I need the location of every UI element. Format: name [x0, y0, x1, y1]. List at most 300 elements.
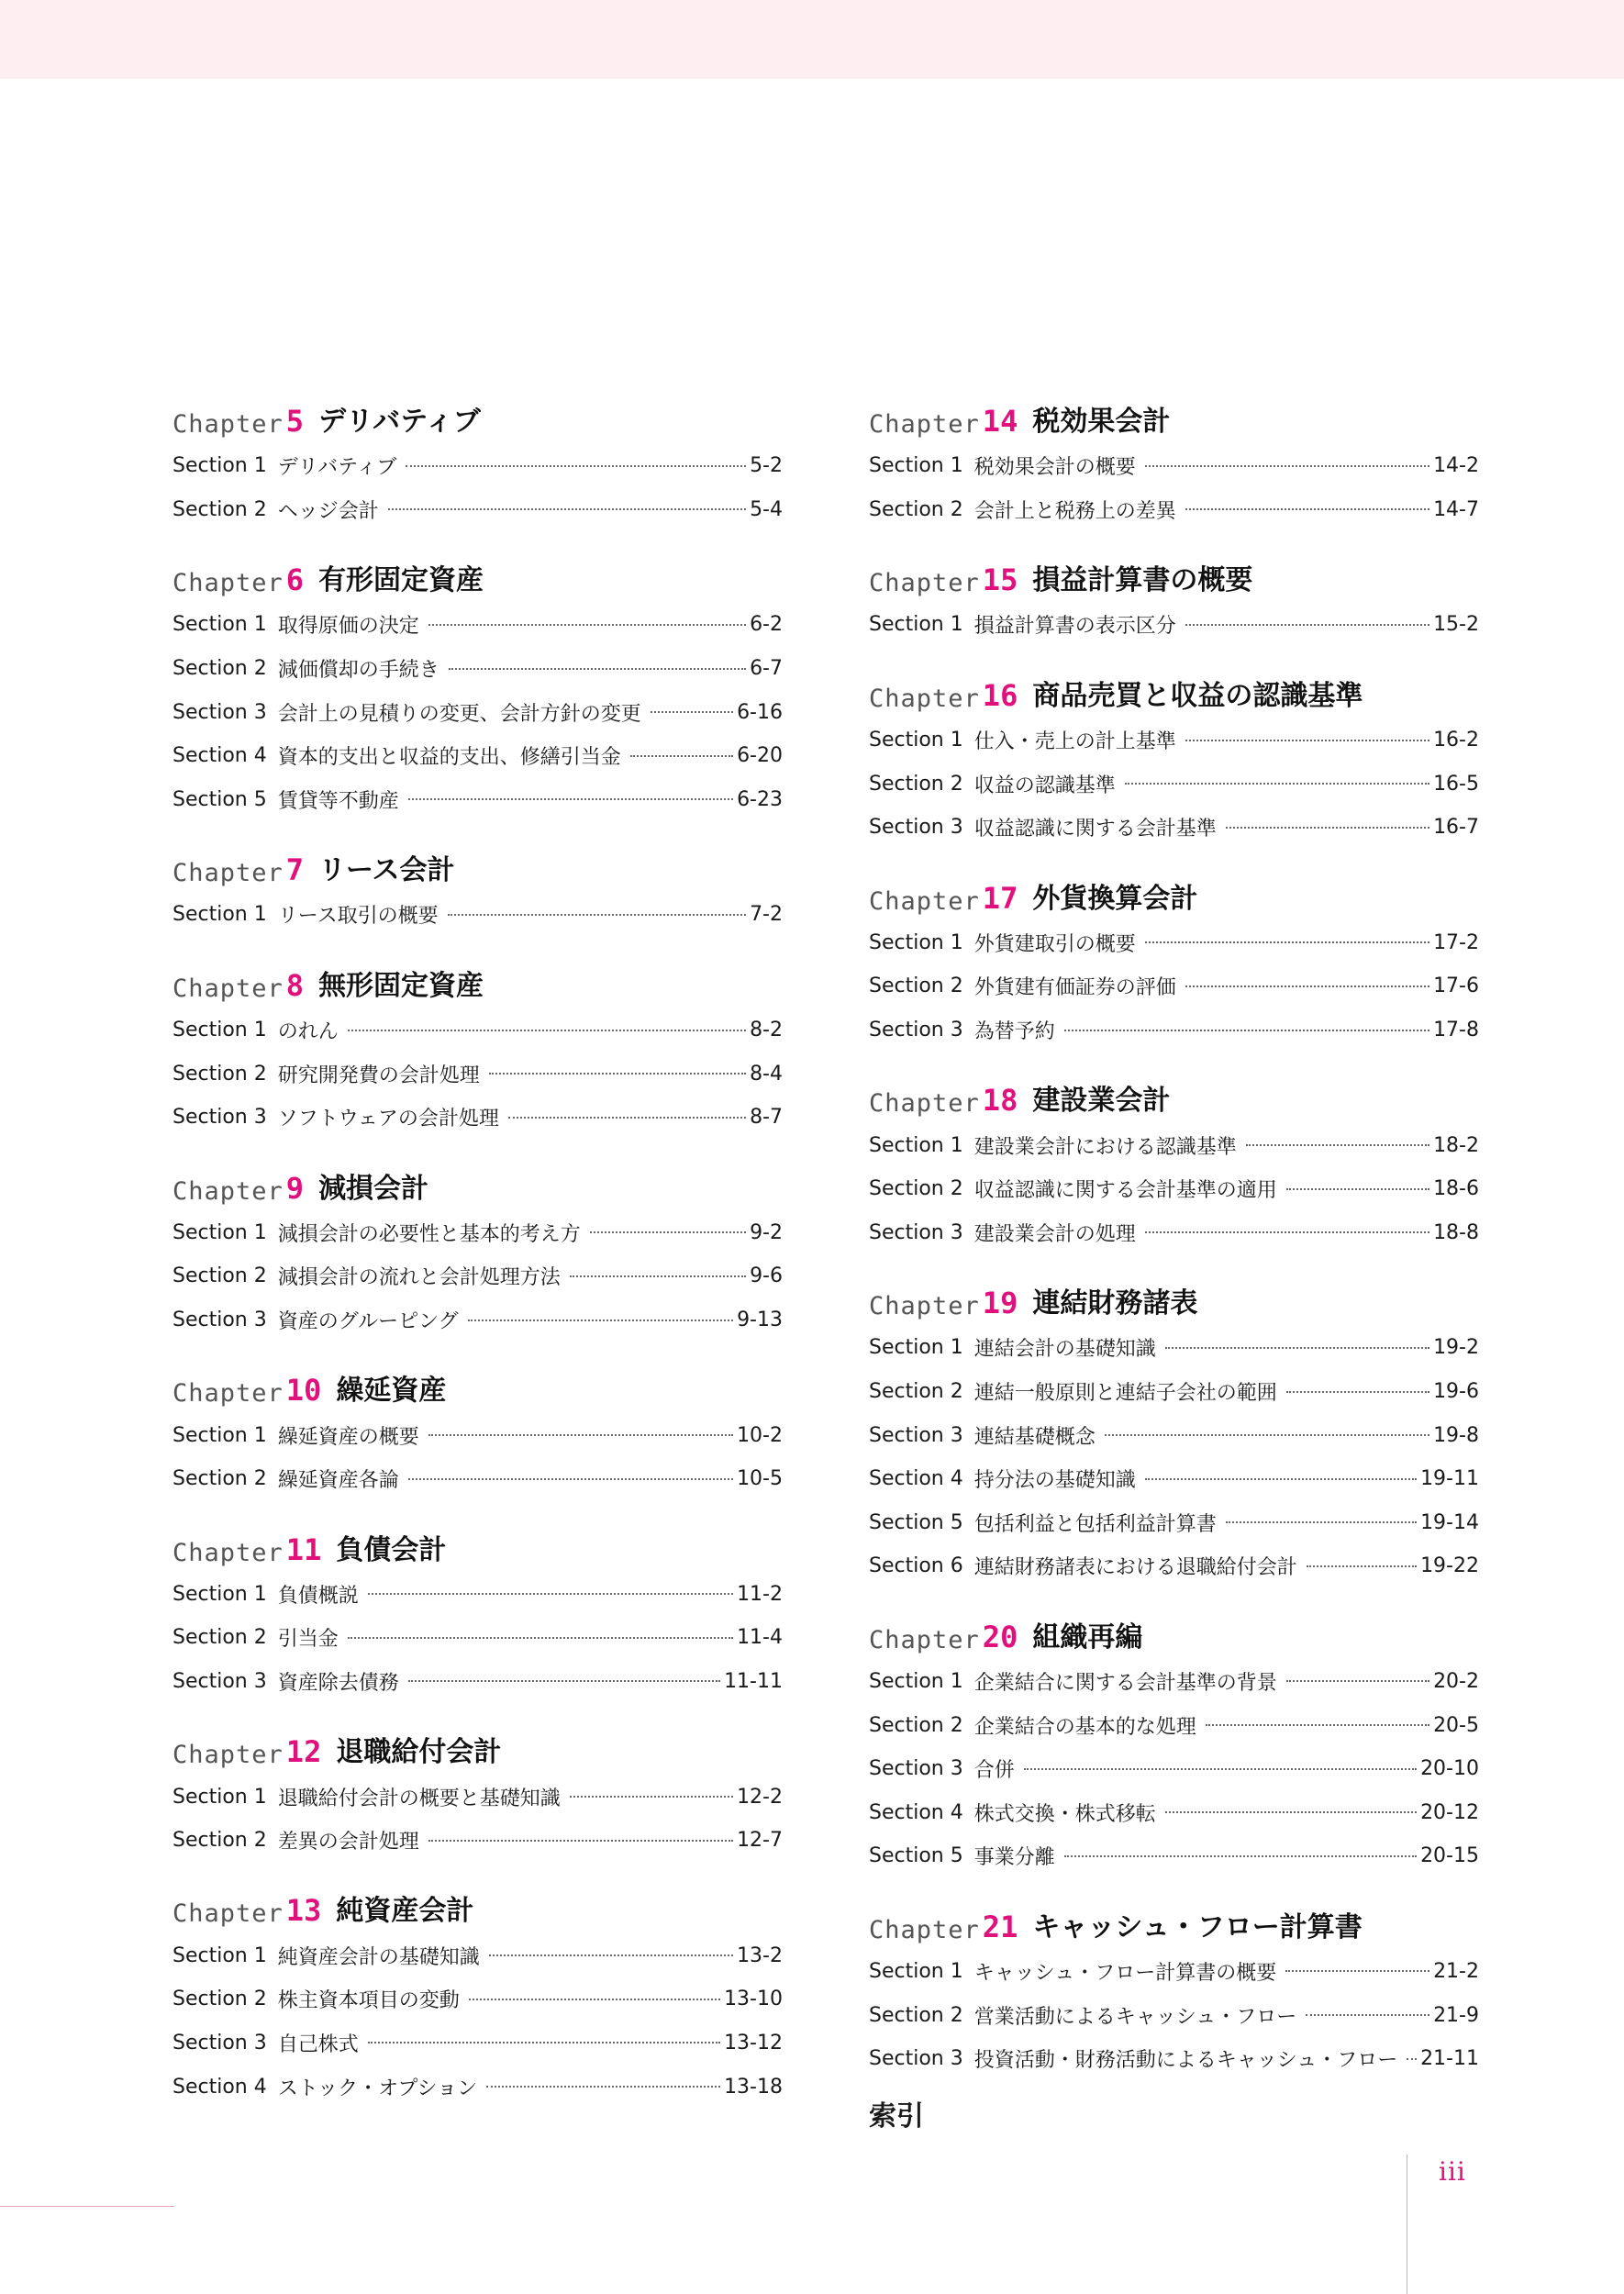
section-entry[interactable] — [869, 1544, 1479, 1588]
chapter-18 — [869, 1072, 1479, 1254]
chapter-word: Chapter — [869, 1292, 980, 1321]
section-title: 引当金 — [277, 1628, 339, 1652]
chapter-gap — [172, 1140, 783, 1160]
chapter-word: Chapter — [869, 569, 980, 598]
chapter-gap — [869, 1254, 1479, 1275]
section-label: Section 2 — [869, 1380, 963, 1404]
chapter-title: 組織再編 — [1032, 1620, 1143, 1654]
chapter-heading — [869, 551, 1479, 603]
leader-dots — [449, 668, 746, 670]
section-entry[interactable] — [172, 1211, 783, 1255]
chapter-word: Chapter — [172, 410, 284, 439]
chapter-gap — [869, 1052, 1479, 1072]
chapter-heading — [869, 667, 1479, 718]
chapter-title: 連結財務諸表 — [1032, 1287, 1198, 1320]
section-page: 13-12 — [724, 2031, 783, 2055]
section-title: 資本的支出と収益的支出、修繕引当金 — [277, 746, 621, 770]
section-title: 賃貸等不動産 — [277, 789, 399, 813]
leader-dots — [368, 1593, 733, 1595]
page-number: iii — [1439, 2156, 1466, 2187]
section-label: Section 3 — [172, 1308, 267, 1332]
leader-dots — [428, 624, 746, 626]
section-title: 包括利益と包括利益計算書 — [973, 1512, 1217, 1536]
chapter-word: Chapter — [172, 569, 284, 598]
section-page: 13-10 — [724, 1988, 783, 2011]
chapter-20 — [869, 1609, 1479, 1878]
leader-dots — [348, 1030, 746, 1031]
section-entry[interactable] — [172, 603, 783, 647]
leader-dots — [388, 508, 746, 510]
section-title: 収益の認識基準 — [973, 774, 1116, 797]
section-label: Section 4 — [869, 1800, 963, 1824]
leader-dots — [1226, 1521, 1417, 1523]
leader-dots — [368, 2042, 720, 2043]
leader-dots — [1185, 986, 1429, 987]
section-label: Section 4 — [869, 1467, 963, 1491]
chapter-gap — [172, 1342, 783, 1362]
section-label: Section 1 — [869, 1959, 963, 1983]
chapter-title: 繰延資産 — [336, 1375, 447, 1408]
section-title: 持分法の基礎知識 — [973, 1469, 1136, 1493]
section-label: Section 1 — [172, 613, 267, 637]
section-label: Section 2 — [869, 1713, 963, 1737]
section-title: 純資産会計の基礎知識 — [277, 1945, 480, 1969]
leader-dots — [1145, 941, 1429, 943]
chapter-21 — [869, 1899, 1479, 2081]
chapter-word: Chapter — [869, 1625, 980, 1654]
section-title: ソフトウェアの会計処理 — [277, 1108, 499, 1131]
section-title: 連結一般原則と連結子会社の範囲 — [973, 1382, 1277, 1406]
section-entry[interactable] — [869, 1326, 1479, 1370]
section-label: Section 2 — [172, 1626, 267, 1650]
section-entry[interactable] — [869, 488, 1479, 532]
section-label: Section 3 — [172, 1669, 267, 1693]
section-entry[interactable] — [172, 734, 783, 778]
section-page: 8-2 — [750, 1019, 783, 1042]
chapter-title: 減損会計 — [318, 1172, 429, 1205]
leader-dots — [406, 465, 746, 467]
section-label: Section 1 — [869, 613, 963, 637]
section-page: 20-2 — [1433, 1669, 1479, 1693]
section-title: 減損会計の流れと会計処理方法 — [277, 1266, 561, 1290]
section-entry[interactable] — [869, 1790, 1479, 1834]
section-entry[interactable] — [869, 1993, 1479, 2037]
section-label: Section 2 — [172, 1988, 267, 2011]
section-entry[interactable] — [172, 1298, 783, 1342]
section-entry[interactable] — [869, 1747, 1479, 1791]
leader-dots — [408, 1478, 733, 1480]
section-entry[interactable] — [869, 1008, 1479, 1052]
section-label: Section 2 — [172, 657, 267, 681]
chapter-6 — [172, 551, 783, 821]
chapter-16 — [869, 667, 1479, 850]
section-page: 10-2 — [737, 1423, 783, 1447]
leader-dots — [486, 2086, 720, 2088]
section-label: Section 1 — [869, 1336, 963, 1360]
leader-dots — [1307, 1565, 1417, 1567]
chapter-heading — [869, 870, 1479, 921]
section-title: ストック・オプション — [277, 2077, 478, 2100]
section-title: 損益計算書の表示区分 — [973, 615, 1176, 639]
section-title: 資産除去債務 — [277, 1671, 399, 1695]
leader-dots — [428, 1434, 733, 1436]
chapter-number: 21 — [982, 1909, 1018, 1944]
section-title: リース取引の概要 — [277, 905, 439, 929]
section-title: 連結財務諸表における退職給付会計 — [973, 1556, 1297, 1580]
chapter-number: 17 — [982, 880, 1018, 916]
section-page: 13-18 — [724, 2075, 783, 2099]
section-entry[interactable] — [172, 1052, 783, 1096]
chapter-gap — [172, 531, 783, 551]
section-title: 建設業会計における認識基準 — [973, 1135, 1237, 1159]
section-title: 企業結合に関する会計基準の背景 — [973, 1671, 1277, 1695]
leader-dots — [408, 798, 733, 800]
leader-dots — [570, 1796, 733, 1798]
section-label: Section 3 — [172, 700, 267, 724]
section-entry[interactable] — [172, 444, 783, 488]
toc-left-column — [172, 393, 783, 2109]
section-label: Section 3 — [869, 1757, 963, 1781]
chapter-number: 18 — [982, 1083, 1018, 1119]
chapter-title: 建設業会計 — [1032, 1085, 1171, 1118]
chapter-14 — [869, 393, 1479, 531]
chapter-number: 6 — [285, 562, 305, 598]
section-page: 17-2 — [1433, 930, 1479, 954]
chapter-title: 外貨換算会計 — [1032, 882, 1198, 915]
section-page: 6-16 — [737, 700, 783, 724]
section-label: Section 1 — [172, 1423, 267, 1447]
chapter-gap — [869, 1878, 1479, 1899]
section-title: 減損会計の必要性と基本的考え方 — [277, 1222, 581, 1246]
leader-dots — [1105, 1434, 1429, 1436]
section-entry[interactable] — [869, 1123, 1479, 1167]
section-entry[interactable] — [869, 718, 1479, 763]
section-entry[interactable] — [172, 1933, 783, 1977]
section-entry[interactable] — [172, 647, 783, 691]
chapter-12 — [172, 1723, 783, 1862]
section-title: 建設業会計の処理 — [973, 1222, 1136, 1246]
section-label: Section 2 — [869, 2003, 963, 2027]
chapter-heading — [172, 1160, 783, 1211]
section-entry[interactable] — [869, 762, 1479, 806]
section-label: Section 2 — [869, 974, 963, 998]
section-page: 9-6 — [750, 1264, 783, 1288]
section-page: 9-2 — [750, 1220, 783, 1244]
section-label: Section 3 — [172, 1106, 267, 1130]
section-entry[interactable] — [172, 1254, 783, 1298]
section-title: 企業結合の基本的な処理 — [973, 1715, 1196, 1739]
chapter-word: Chapter — [172, 1379, 284, 1409]
section-title: 事業分離 — [973, 1846, 1055, 1870]
leader-dots — [469, 1999, 720, 2000]
chapter-title: 退職給付会計 — [336, 1736, 502, 1769]
leader-dots — [630, 755, 733, 757]
section-title: 税効果会計の概要 — [973, 456, 1136, 480]
chapter-word: Chapter — [172, 859, 284, 888]
chapter-11 — [172, 1521, 783, 1704]
leader-dots — [1285, 1970, 1429, 1972]
leader-dots — [448, 914, 746, 916]
section-label: Section 1 — [172, 1582, 267, 1606]
section-title: のれん — [277, 1020, 339, 1044]
section-page: 19-22 — [1420, 1554, 1479, 1578]
chapter-gap — [172, 821, 783, 841]
section-page: 16-7 — [1433, 816, 1479, 840]
section-label: Section 5 — [869, 1844, 963, 1868]
chapter-heading — [172, 1882, 783, 1933]
section-entry[interactable] — [869, 1370, 1479, 1414]
section-entry[interactable] — [172, 1977, 783, 2021]
leader-dots — [1226, 827, 1429, 829]
section-page: 12-2 — [737, 1785, 783, 1809]
section-entry[interactable] — [869, 964, 1479, 1008]
section-entry[interactable] — [172, 1096, 783, 1140]
section-title: キャッシュ・フロー計算書の概要 — [973, 1961, 1277, 1985]
chapter-15 — [869, 551, 1479, 647]
chapter-word: Chapter — [869, 1089, 980, 1119]
section-entry[interactable] — [172, 2065, 783, 2109]
section-title: 減価償却の手続き — [277, 659, 439, 683]
section-title: ヘッジ会計 — [277, 499, 379, 523]
index-heading[interactable]: 索引 — [869, 2100, 924, 2133]
leader-dots — [1064, 1855, 1417, 1857]
section-label: Section 1 — [172, 1019, 267, 1042]
section-title: 差異の会計処理 — [277, 1831, 419, 1854]
section-entry[interactable] — [869, 444, 1479, 488]
chapter-title: デリバティブ — [318, 406, 481, 438]
section-label: Section 4 — [172, 744, 267, 768]
chapter-gap — [172, 1862, 783, 1882]
chapter-gap — [869, 647, 1479, 667]
section-entry[interactable] — [869, 603, 1479, 647]
chapter-heading — [172, 1723, 783, 1775]
section-label: Section 3 — [869, 1019, 963, 1042]
leader-dots — [1145, 1478, 1417, 1480]
section-label: Section 1 — [869, 454, 963, 478]
section-entry[interactable] — [869, 1950, 1479, 1994]
section-title: 会計上と税務上の差異 — [973, 499, 1176, 523]
chapter-word: Chapter — [869, 410, 980, 439]
section-title: 収益認識に関する会計基準の適用 — [973, 1179, 1277, 1203]
section-entry[interactable] — [869, 1167, 1479, 1211]
section-page: 12-7 — [737, 1829, 783, 1853]
leader-dots — [408, 1680, 720, 1682]
chapter-heading — [172, 551, 783, 603]
chapter-number: 5 — [285, 404, 305, 439]
section-title: 連結基礎概念 — [973, 1425, 1096, 1449]
section-entry[interactable] — [172, 1008, 783, 1052]
section-entry[interactable] — [172, 1775, 783, 1819]
section-page: 9-13 — [737, 1308, 783, 1332]
section-label: Section 1 — [869, 1669, 963, 1693]
leader-dots — [1246, 1144, 1429, 1146]
leader-dots — [1125, 783, 1429, 785]
section-entry[interactable] — [869, 2037, 1479, 2081]
section-label: Section 2 — [869, 772, 963, 796]
leader-dots — [1286, 1680, 1429, 1682]
section-entry[interactable] — [172, 1819, 783, 1863]
section-entry[interactable] — [172, 1660, 783, 1704]
section-entry[interactable] — [869, 1660, 1479, 1704]
section-label: Section 3 — [869, 1423, 963, 1447]
leader-dots — [428, 1840, 733, 1842]
section-label: Section 1 — [172, 1785, 267, 1809]
chapter-heading — [172, 1362, 783, 1413]
chapter-word: Chapter — [172, 1538, 284, 1567]
section-page: 8-4 — [750, 1062, 783, 1086]
section-page: 18-8 — [1433, 1220, 1479, 1244]
section-entry[interactable] — [172, 1457, 783, 1501]
section-page: 16-2 — [1433, 729, 1479, 752]
leader-dots — [508, 1117, 746, 1119]
section-page: 5-4 — [750, 497, 783, 521]
chapter-word: Chapter — [172, 1741, 284, 1770]
section-label: Section 4 — [172, 2075, 267, 2099]
section-entry[interactable] — [869, 1703, 1479, 1747]
chapter-word: Chapter — [869, 684, 980, 713]
chapter-heading — [172, 841, 783, 893]
leader-dots — [489, 1954, 733, 1956]
leader-dots — [1185, 508, 1429, 510]
section-label: Section 5 — [172, 787, 267, 811]
leader-dots — [651, 711, 733, 713]
section-page: 19-2 — [1433, 1336, 1479, 1360]
section-page: 20-5 — [1433, 1713, 1479, 1737]
section-title: 株主資本項目の変動 — [277, 1989, 460, 2013]
section-entry[interactable] — [869, 806, 1479, 850]
section-page: 14-2 — [1433, 454, 1479, 478]
section-title: 外貨建有価証券の評価 — [973, 976, 1176, 1000]
section-title: 資産のグルーピング — [277, 1310, 459, 1334]
footer-rule — [0, 2206, 174, 2207]
section-entry[interactable] — [869, 1501, 1479, 1545]
section-title: 会計上の見積りの変更、会計方針の変更 — [277, 702, 641, 726]
section-entry[interactable] — [869, 921, 1479, 965]
section-page: 15-2 — [1433, 613, 1479, 637]
section-page: 11-4 — [737, 1626, 783, 1650]
chapter-number: 13 — [285, 1893, 322, 1929]
section-page: 21-2 — [1433, 1959, 1479, 1983]
section-entry[interactable] — [172, 2021, 783, 2066]
section-entry[interactable] — [172, 1413, 783, 1457]
section-title: 繰延資産各論 — [277, 1469, 399, 1493]
leader-dots — [1024, 1768, 1417, 1770]
leader-dots — [1185, 624, 1429, 626]
section-page: 11-2 — [737, 1582, 783, 1606]
section-entry[interactable] — [869, 1834, 1479, 1878]
section-entry[interactable] — [172, 778, 783, 822]
chapter-number: 15 — [982, 562, 1018, 598]
header-band — [0, 0, 1624, 79]
section-entry[interactable] — [172, 1573, 783, 1617]
chapter-17 — [869, 870, 1479, 1052]
section-entry[interactable] — [172, 488, 783, 532]
section-label: Section 2 — [869, 1177, 963, 1201]
chapter-heading — [869, 1072, 1479, 1123]
leader-dots — [1286, 1391, 1429, 1393]
chapter-gap — [172, 937, 783, 957]
chapter-7 — [172, 841, 783, 937]
leader-dots — [1165, 1811, 1417, 1813]
chapter-number: 20 — [982, 1619, 1018, 1654]
section-page: 21-9 — [1433, 2003, 1479, 2027]
section-entry[interactable] — [869, 1413, 1479, 1457]
section-page: 18-2 — [1433, 1133, 1479, 1157]
section-entry[interactable] — [869, 1211, 1479, 1255]
chapter-word: Chapter — [172, 1899, 284, 1929]
chapter-number: 9 — [285, 1170, 305, 1206]
chapter-13 — [172, 1882, 783, 2108]
section-page: 17-8 — [1433, 1019, 1479, 1042]
section-label: Section 2 — [172, 497, 267, 521]
leader-dots — [1206, 1724, 1429, 1726]
section-page: 16-5 — [1433, 772, 1479, 796]
chapter-title: 商品売買と収益の認識基準 — [1032, 679, 1363, 712]
chapter-number: 10 — [285, 1373, 322, 1409]
section-title: 連結会計の基礎知識 — [973, 1338, 1156, 1362]
section-title: 収益認識に関する会計基準 — [973, 818, 1217, 841]
section-title: 研究開発費の会計処理 — [277, 1063, 480, 1087]
section-title: 繰延資産の概要 — [277, 1425, 419, 1449]
section-page: 6-2 — [750, 613, 783, 637]
section-title: 投資活動・財務活動によるキャッシュ・フロー — [973, 2049, 1398, 2073]
section-label: Section 1 — [172, 1220, 267, 1244]
section-label: Section 5 — [869, 1510, 963, 1534]
leader-dots — [1165, 1347, 1429, 1349]
section-entry[interactable] — [172, 1616, 783, 1660]
section-title: 退職給付会計の概要と基礎知識 — [277, 1787, 561, 1810]
toc-right-column — [869, 393, 1479, 2133]
leader-dots — [1185, 740, 1429, 741]
section-entry[interactable] — [172, 893, 783, 937]
section-entry[interactable] — [172, 690, 783, 734]
chapter-5 — [172, 393, 783, 531]
leader-dots — [570, 1275, 746, 1277]
section-title: 外貨建取引の概要 — [973, 932, 1136, 956]
chapter-gap — [172, 1703, 783, 1723]
chapter-title: 税効果会計 — [1032, 406, 1171, 438]
chapter-heading — [869, 393, 1479, 444]
section-page: 13-2 — [737, 1943, 783, 1967]
chapter-gap — [869, 850, 1479, 870]
chapter-heading — [869, 1899, 1479, 1950]
chapter-word: Chapter — [172, 974, 284, 1003]
section-title: 為替予約 — [973, 1020, 1055, 1044]
section-label: Section 1 — [869, 729, 963, 752]
section-page: 20-10 — [1420, 1757, 1479, 1781]
section-label: Section 2 — [172, 1264, 267, 1288]
chapter-number: 12 — [285, 1734, 322, 1770]
section-label: Section 3 — [172, 2031, 267, 2055]
leader-dots — [1286, 1188, 1429, 1190]
chapter-heading — [172, 957, 783, 1008]
chapter-gap — [869, 531, 1479, 551]
section-label: Section 2 — [869, 497, 963, 521]
section-page: 20-12 — [1420, 1800, 1479, 1824]
section-title: 営業活動によるキャッシュ・フロー — [973, 2005, 1297, 2029]
chapter-title: 有形固定資産 — [318, 564, 484, 597]
chapter-title: 純資産会計 — [336, 1895, 474, 1928]
section-label: Section 1 — [869, 930, 963, 954]
section-entry[interactable] — [869, 1457, 1479, 1501]
leader-dots — [1064, 1030, 1429, 1031]
section-title: 株式交換・株式移転 — [973, 1802, 1156, 1826]
chapter-number: 7 — [285, 852, 305, 888]
section-label: Section 3 — [869, 1220, 963, 1244]
section-page: 7-2 — [750, 903, 783, 927]
chapter-heading — [172, 1521, 783, 1573]
section-label: Section 2 — [172, 1062, 267, 1086]
